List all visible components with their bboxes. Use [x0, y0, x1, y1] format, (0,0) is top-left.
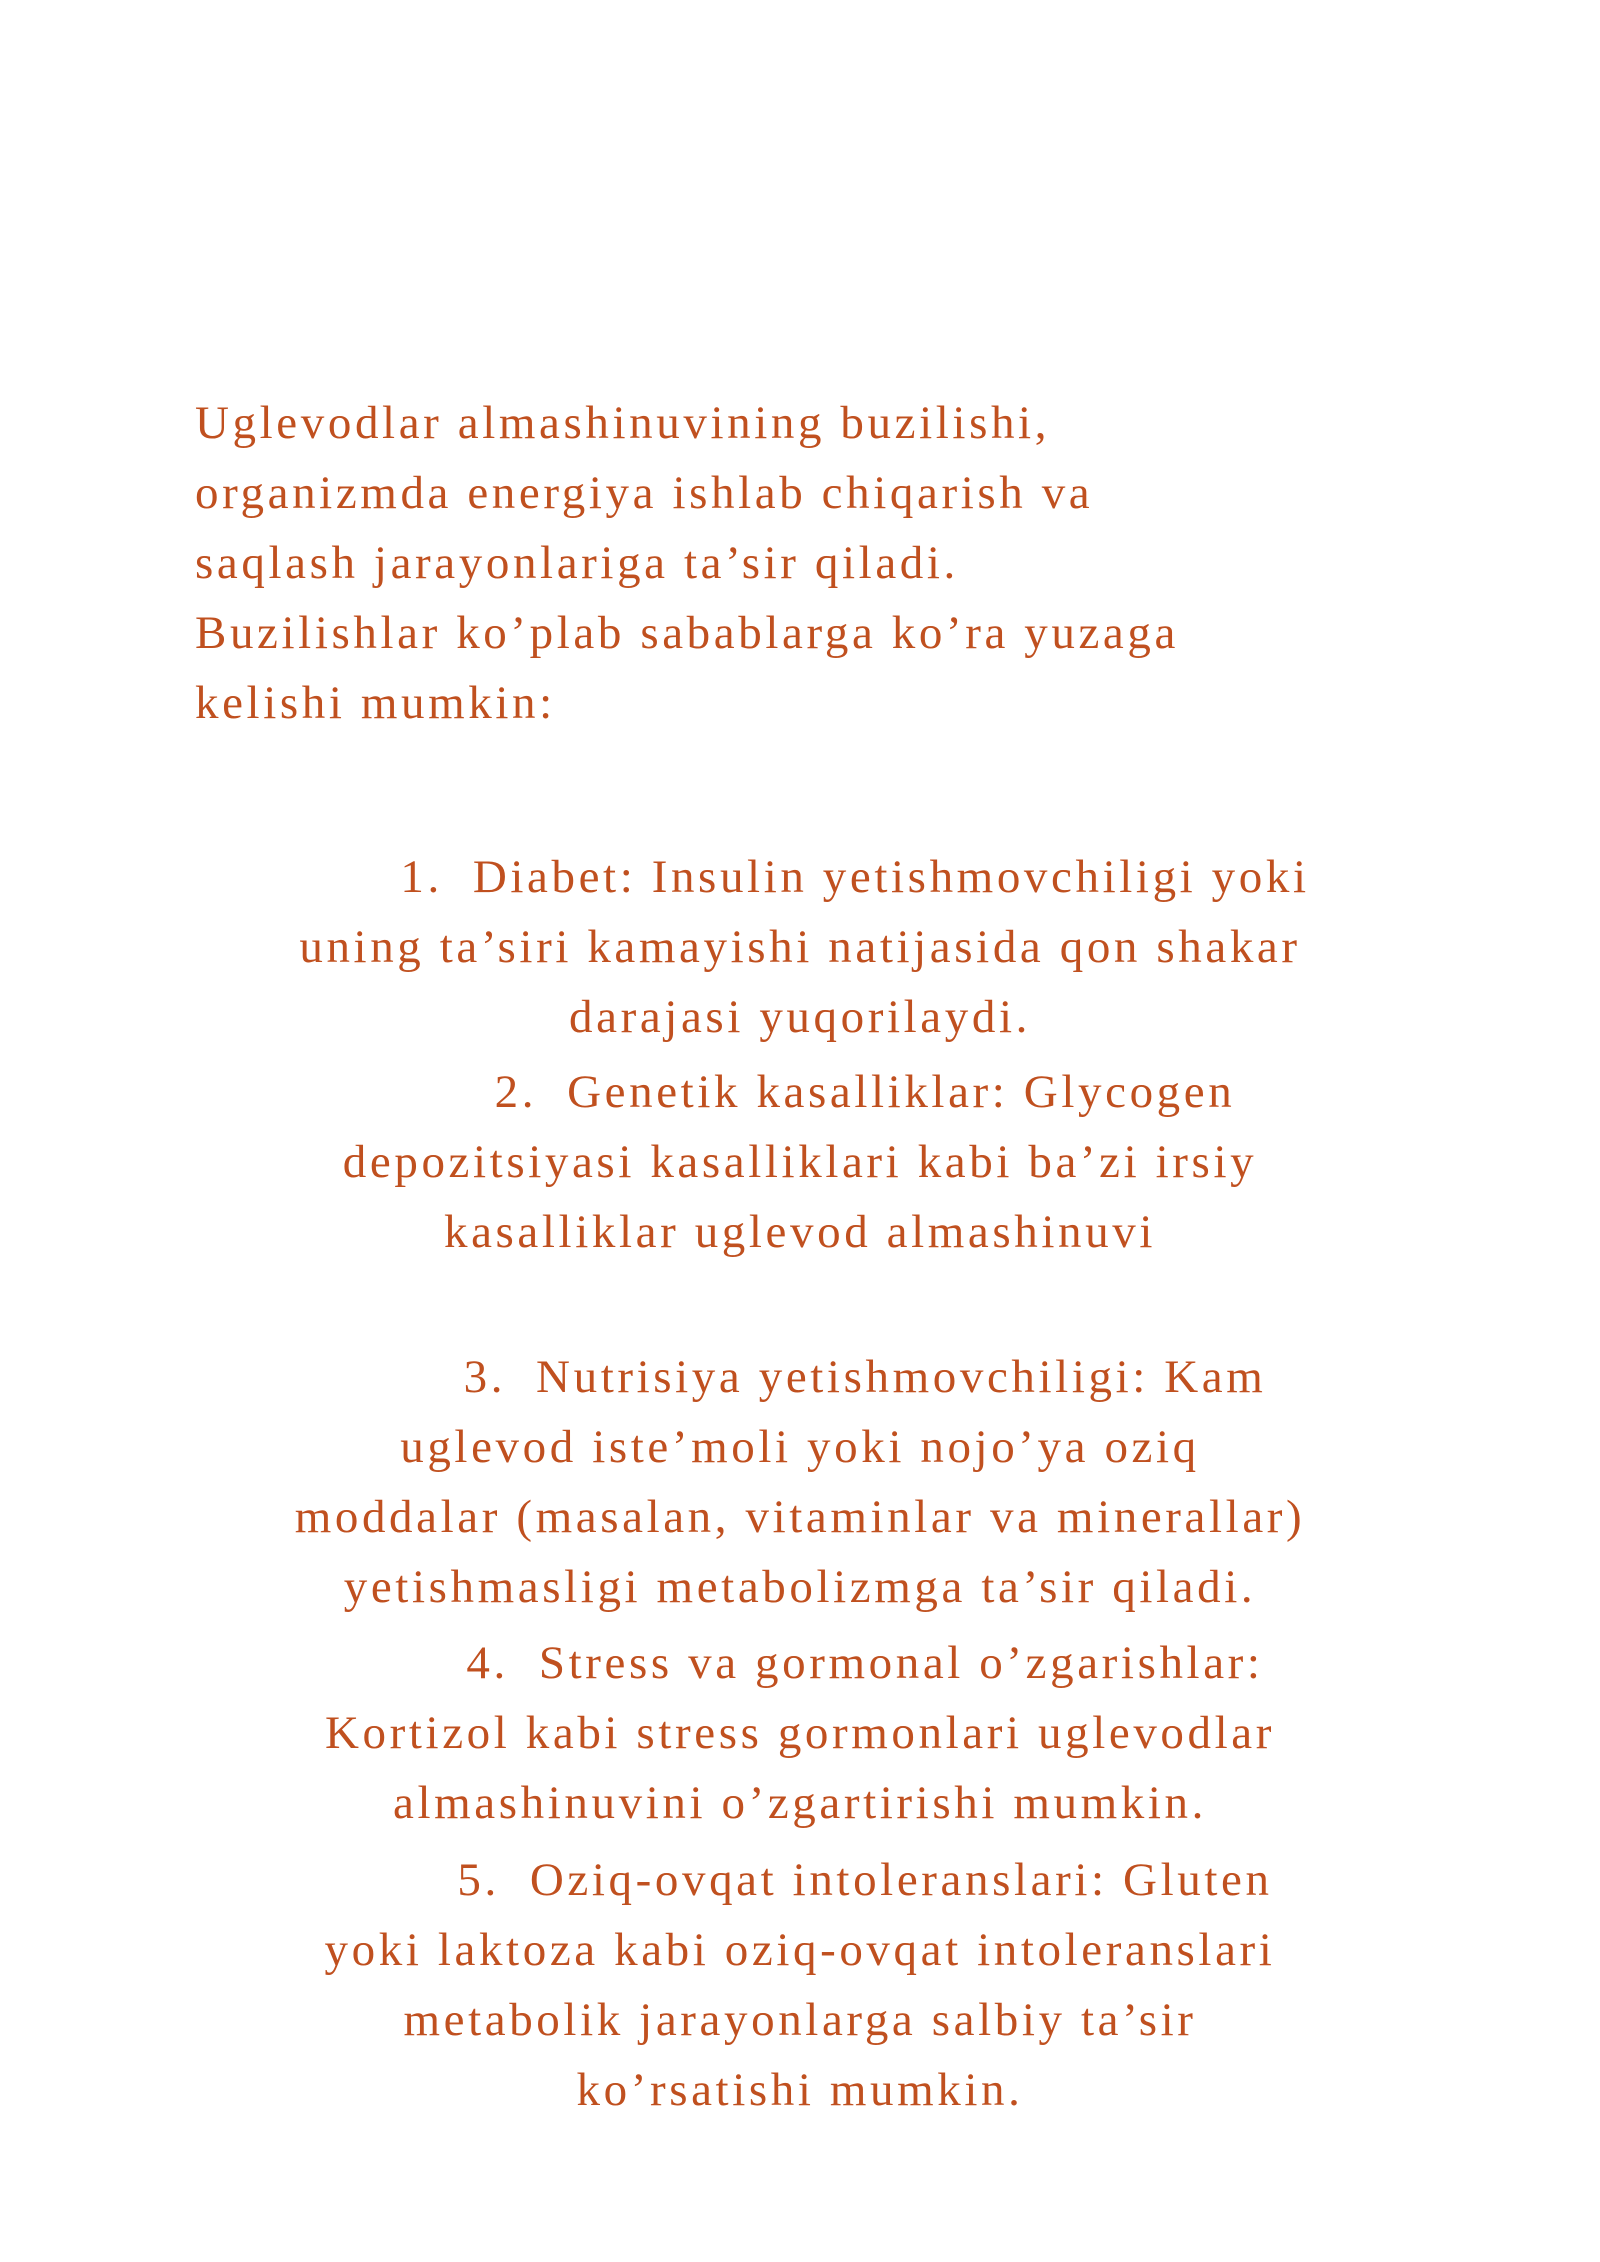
list-item-heading: Stress va gormonal o’zgarishlar: [538, 1637, 1264, 1689]
list-number: 4. [466, 1637, 509, 1689]
list-item-line: yetishmasligi metabolizmga ta’sir qiladi. [343, 1561, 1257, 1613]
list-item-heading: Diabet: Insulin yetishmovchiligi yoki [472, 851, 1310, 903]
list-item-line: depozitsiyasi kasalliklari kabi ba’zi irsiy [342, 1136, 1258, 1188]
list-item-nutrisiya [190, 1342, 1410, 1622]
intro-paragraph [195, 388, 1475, 738]
list-number: 3. [463, 1351, 507, 1403]
list-item-first-line [190, 1845, 1410, 1915]
list-item-heading: Oziq-ovqat intoleranslari: Gluten [529, 1854, 1273, 1906]
list-item-genetik [190, 1057, 1410, 1267]
list-item-stress [190, 1628, 1410, 1838]
list-item-line: yoki laktoza kabi oziq-ovqat intoleranslari [324, 1924, 1276, 1976]
list-item-line: ko’rsatishi mumkin. [576, 2064, 1024, 2116]
intro-line: Uglevodlar almashinuvining buzilishi, [195, 397, 1051, 449]
list-number: 1. [400, 851, 443, 903]
list-item-line: almashinuvini o’zgartirishi mumkin. [393, 1777, 1207, 1829]
intro-line: saqlash jarayonlariga ta’sir qiladi. [195, 537, 959, 589]
list-number: 5. [457, 1854, 500, 1906]
list-item-line: kasalliklar uglevod almashinuvi [443, 1206, 1157, 1258]
list-item-line: metabolik jarayonlarga salbiy ta’sir [403, 1994, 1197, 2046]
list-item-first-line [190, 1342, 1410, 1412]
list-item-first-line [190, 1057, 1410, 1127]
intro-line: kelishi mumkin: [195, 677, 556, 729]
list-item-line: darajasi yuqorilaydi. [569, 991, 1031, 1043]
list-item-heading: Genetik kasalliklar: Glycogen [567, 1066, 1236, 1118]
list-item-diabet [190, 842, 1410, 1052]
intro-line: organizmda energiya ishlab chiqarish va [195, 467, 1094, 519]
list-item-first-line [190, 1628, 1410, 1698]
intro-line: Buzilishlar ko’plab sabablarga ko’ra yuzaga [195, 607, 1179, 659]
list-item-line: moddalar (masalan, vitaminlar va minerallar) [294, 1491, 1306, 1543]
list-item-line: uglevod iste’moli yoki nojo’ya oziq [400, 1421, 1200, 1473]
list-item-first-line [190, 842, 1410, 912]
list-item-oziq-ovqat [190, 1845, 1410, 2125]
list-number: 2. [494, 1066, 538, 1118]
list-item-heading: Nutrisiya yetishmovchiligi: Kam [536, 1351, 1267, 1403]
list-item-line: uning ta’siri kamayishi natijasida qon shakar [299, 921, 1301, 973]
list-item-line: Kortizol kabi stress gormonlari uglevodlar [324, 1707, 1276, 1759]
